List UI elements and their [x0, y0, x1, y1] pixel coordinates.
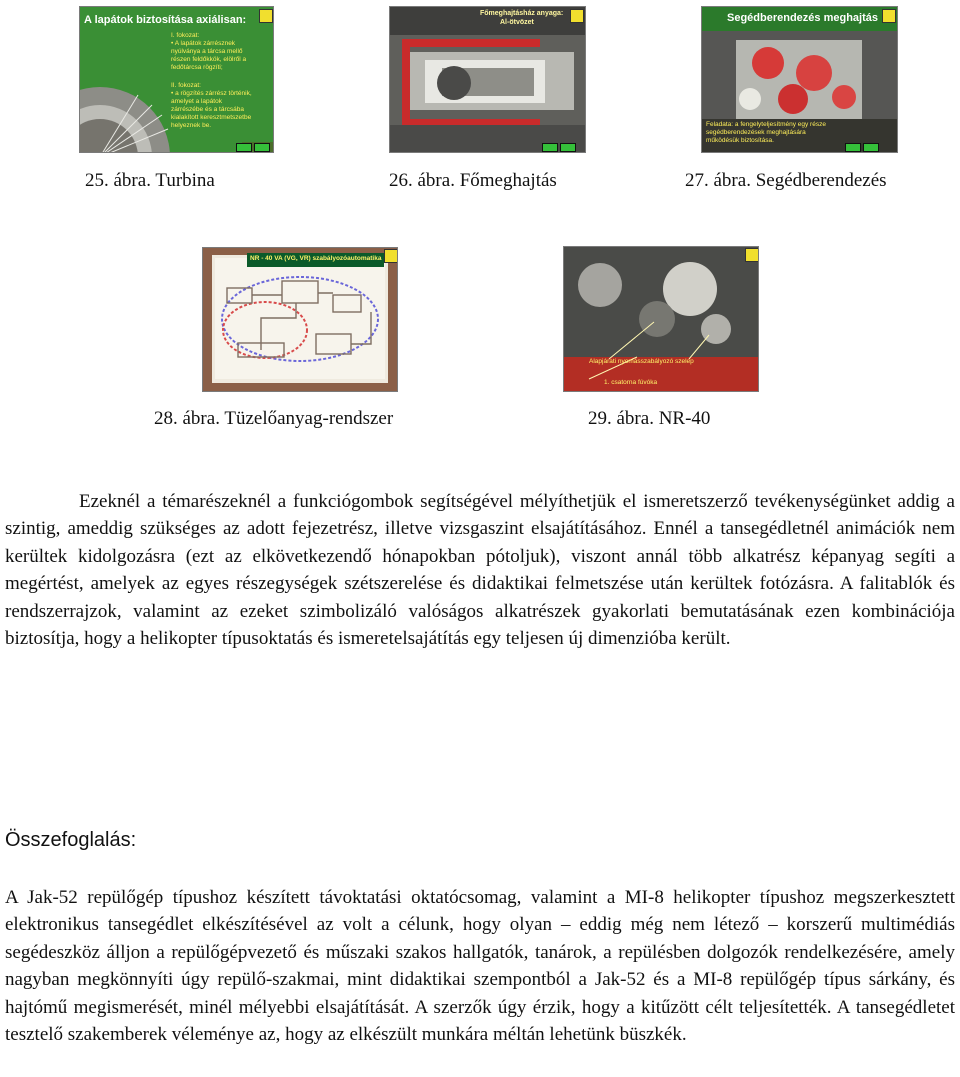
figure-29-caption: 29. ábra. NR-40: [588, 408, 711, 429]
figure-25-caption: 25. ábra. Turbina: [85, 170, 215, 191]
slide-logo-icon: [259, 9, 273, 23]
figure-25-slide-text: I. fokozat: • A lapátok zárrésznek nyúlványa a tárcsa mellő részen feldőkkök, elölről a fedőtárcsa rögzíti; II. fokozat: • a rögzítés zárrész történik, amelyet a lapátok zárrészébe és a tárcsába kialakított keresztmetszetbe helyeznek be.: [171, 32, 252, 129]
summary-paragraph: A Jak-52 repülőgép típushoz készített távoktatási oktatócsomag, valamint a MI-8 helikopter típushoz megszerkesztett elektronikus tansegédlet elkészítésével az volt a célunk, hogy olyan – eddig még nem létező – korszerű multimédiás segédeszköz álljon a repülőgépvezető és műszaki szakos hallgatók, tanárok, a repülésben dolgozók rendelkezésére, amely nagyban megkönnyíti úgy repülő-szakmai, mint didaktikai szempontból a Jak-52 és a MI-8 repülőgép típus sárkány, és hajtómű megismerését, minél mélyebbi elsajátítását. A szerzők úgy érzik, hogy a kitűzött célt teljesítették. A tansegédletet tesztelő szakemberek véleménye az, hogy az elkészült munkára méltán lehetünk büszkék.: [5, 887, 955, 1046]
next-slide-button[interactable]: [863, 143, 879, 152]
previous-slide-button[interactable]: [542, 143, 558, 152]
next-slide-button[interactable]: [560, 143, 576, 152]
figure-26-caption: 26. ábra. Főmeghajtás: [389, 170, 557, 191]
figure-28-image: [202, 247, 398, 392]
figure-27-caption: 27. ábra. Segédberendezés: [685, 170, 887, 191]
body-paragraph: Ezeknél a témarészeknél a funkciógombok segítségével mélyíthetjük el ismeretszerző tevékenységünket addig a szintig, ameddig szükséges az adott fejezetrész, illetve vizsgaszint elsajátításához. Ennél a tansegédletnél animációk nem kerültek kidolgozásra (ezt az elkövetkezendő hónapokban pótoljuk), viszont annál több alkatrész képanyag segíti a megértést, amelyek az egyes részegységek szétszerelése és didaktikai felmetszése után kerültek fotózásra. A falitablók és rendszerrajzok, valamint az ezeket szimbolizáló valóságos alkatrészek gyakorlati bemutatásának ezen kombinációja biztosítja, hogy a helikopter típusoktatás és ismeretelsajátítás egy teljesen új dimenzióba került.: [5, 491, 955, 650]
next-slide-button[interactable]: [254, 143, 270, 152]
figure-28-caption: 28. ábra. Tüzelőanyag-rendszer: [154, 408, 394, 429]
slide-logo-icon: [570, 9, 584, 23]
figure-26-slide-subtitle: Al-ötvözet: [500, 19, 534, 26]
figure-29-label-1: Alapjárati nyomásszabályozó szelep: [589, 358, 694, 365]
figure-29-image: [563, 246, 759, 392]
previous-slide-button[interactable]: [236, 143, 252, 152]
figure-26-image: [389, 6, 586, 153]
figure-29-label-2: 1. csatorna fúvóka: [604, 379, 658, 386]
slide-logo-icon: [745, 248, 759, 262]
figure-25-image: [79, 6, 274, 153]
figure-27-slide-title: Segédberendezés meghajtás: [727, 12, 879, 24]
figure-26-slide-title: Főmeghajtásház anyaga:: [480, 10, 564, 17]
previous-slide-button[interactable]: [845, 143, 861, 152]
figure-28-slide-title: NR - 40 VA (VG, VR) szabályozóautomatika: [250, 255, 382, 262]
slide-logo-icon: [882, 9, 896, 23]
figure-25-slide-title: A lapátok biztosítása axiálisan:: [84, 14, 247, 26]
summary-heading: Összefoglalás:: [5, 829, 137, 851]
figure-27-slide-text: Feladata: a fengelyteljesítmény egy része segédberendezések meghajtására működésük biztosítása.: [706, 121, 826, 144]
figure-27-image: [701, 6, 898, 153]
slide-logo-icon: [384, 249, 398, 263]
